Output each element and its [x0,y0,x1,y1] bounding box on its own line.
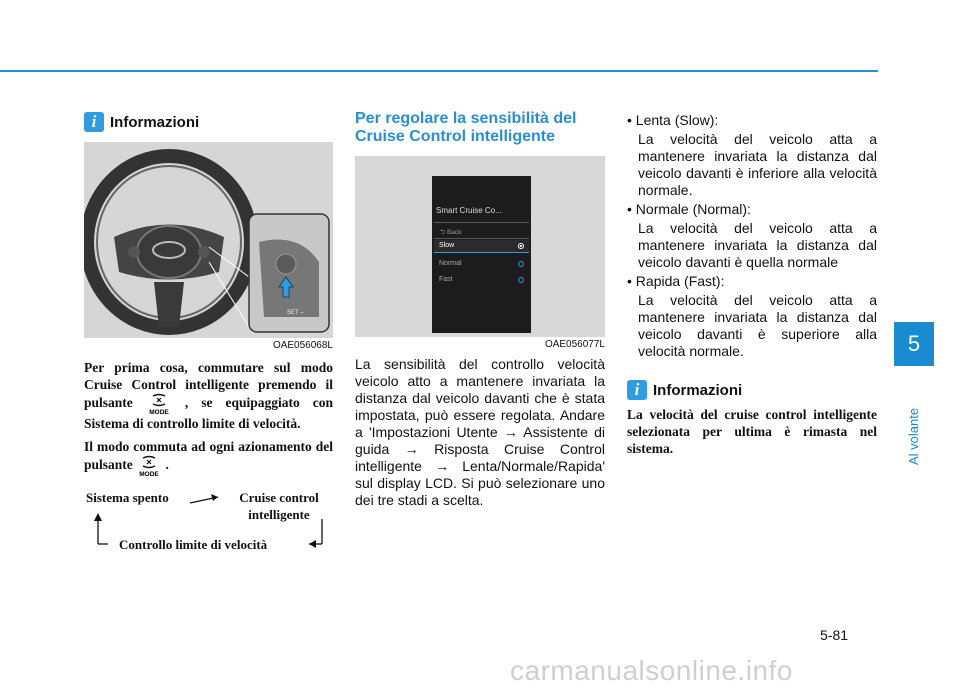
steering-wheel-illustration [84,142,333,338]
state-limit: Controllo limite di velocità [119,537,268,552]
left-column [84,112,333,569]
state-cruise: Cruise control intelligente [239,490,319,522]
info-icon: i [84,112,104,132]
image-code: OAE056068L [272,340,333,351]
lcd-option-normal: Normal [434,258,529,270]
middle-column [355,110,605,509]
radio-selected-icon [518,243,524,249]
mode-button-icon [146,393,172,415]
info-icon: i [627,380,647,400]
state-off: Sistema spento [86,490,169,505]
image-code: OAE056077L [544,339,605,350]
bullet-fast: • Rapida (Fast): La velocità del veicolo atta a mantenere invariata la distanza dal veicolo davanti è superiore alla velocità normale. [627,273,877,359]
chapter-number: 5 [907,331,921,356]
paragraph-2: Il modo commuta ad ogni azionamento del pulsante MODE . [84,439,333,477]
radio-icon [518,261,524,267]
lcd-screen [432,176,531,333]
lcd-back: ⮌ Back [440,229,462,236]
chapter-tab [894,322,934,366]
chapter-label: Al volante [906,407,921,465]
info-heading: i Informazioni [84,112,333,132]
steering-wheel-image [84,142,333,338]
section-heading: Per regolare la sensibilità del Cruise Control intelligente [355,110,577,145]
lcd-image [355,156,605,337]
page-number: 5-81 [820,627,849,643]
info-heading: i Informazioni [627,380,877,400]
radio-icon [518,277,524,283]
paragraph-1: Per prima cosa, commutare sul modo Cruise Control intelligente premendo il pulsante MODE , se equipaggiato con Sistema di controllo limite di velocità. [84,360,333,431]
mode-cycle-diagram [84,489,333,569]
header-rule [0,70,878,72]
set-switch-label: SET – [287,310,304,316]
watermark: carmanualsonline.info [510,655,793,686]
lcd-title: Smart Cruise Co... [436,206,502,215]
lcd-option-slow: Slow [434,240,529,253]
right-column [627,112,877,457]
info-text: La velocità del cruise control intelligente selezionata per ultima è rimasta nel sistema. [627,407,877,456]
svg-text:MODE: MODE [149,409,169,415]
mode-button-icon [136,455,162,477]
lcd-option-fast: Fast [434,274,529,286]
middle-body: La sensibilità del controllo velocità veicolo atto a mantenere invariata la distanza dal veicolo davanti che è stata impostata, può essere regolata. Andare a 'Impostazioni Utente → Assistente di guida → Risposta Cruise Control intelligente → Lenta/Normale/Rapida' sul display LCD. Si può selezionare uno dei tre stadi a scelta. [355,356,605,508]
svg-text:MODE: MODE [139,471,159,477]
bullet-slow: • Lenta (Slow): La velocità del veicolo atta a mantenere invariata la distanza dal veicolo davanti è inferiore alla velocità normale. [627,112,877,198]
bullet-normal: • Normale (Normal): La velocità del veicolo atta a mantenere invariata la distanza dal veicolo davanti è quella normale [627,201,877,270]
